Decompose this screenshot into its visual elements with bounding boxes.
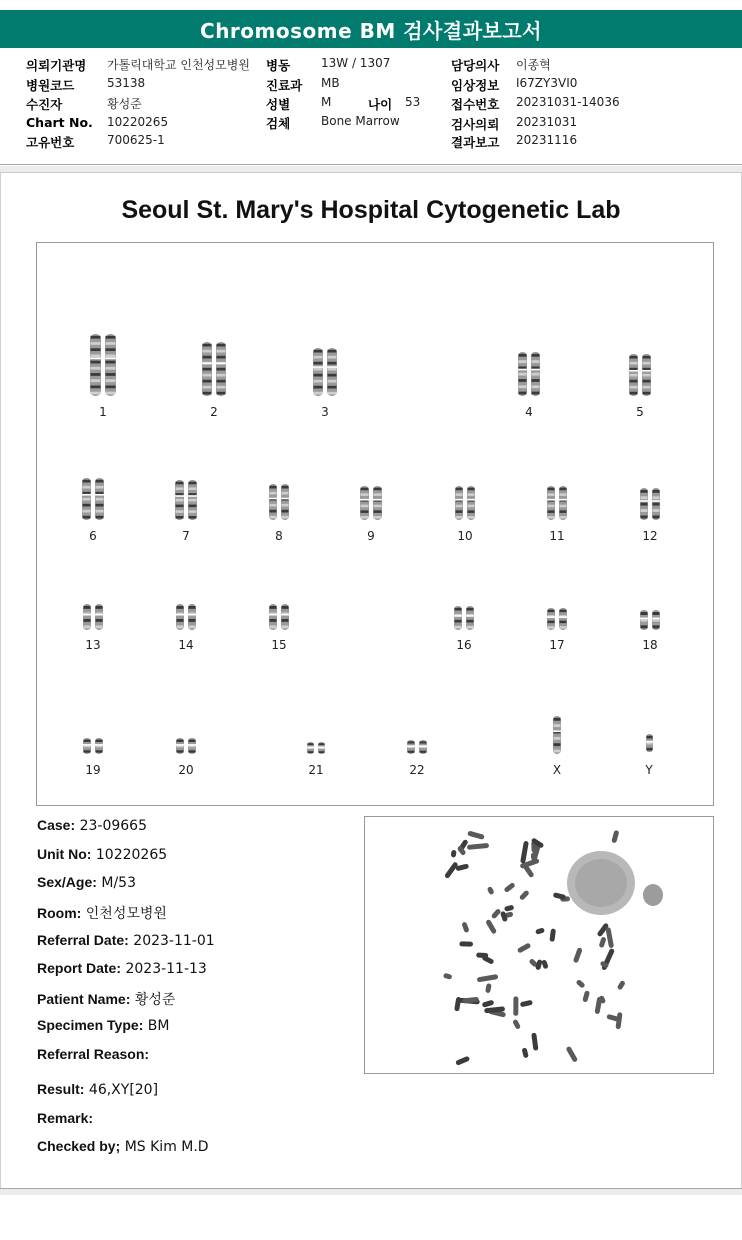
chromosome-label-6: 6	[89, 529, 97, 543]
chromosome-x	[551, 715, 563, 755]
specimen-row	[37, 1017, 169, 1034]
metaphase-chromosome	[485, 919, 497, 935]
room-row	[37, 903, 167, 923]
info-value: 13W / 1307	[321, 56, 391, 70]
chromosome-9	[358, 485, 384, 521]
metaphase-chromosome	[519, 890, 530, 901]
info-value: MB	[321, 76, 340, 90]
chromosome-label-2: 2	[210, 405, 218, 419]
metaphase-image	[364, 816, 714, 1074]
metaphase-chromosome	[512, 1019, 521, 1030]
chromosome-label-16: 16	[456, 638, 472, 652]
chromosome-label-5: 5	[636, 405, 644, 419]
sexage-value: M/53	[101, 875, 136, 891]
divider-band	[0, 1189, 742, 1195]
nucleus-fragment	[643, 884, 663, 906]
info-value: 20231031	[516, 115, 578, 129]
metaphase-chromosome	[617, 980, 626, 991]
report-date-label: Report Date:	[37, 960, 122, 976]
result-value: 46,XY[20]	[88, 1082, 159, 1098]
chromosome-label-14: 14	[178, 638, 194, 652]
info-label: 수진자	[26, 97, 63, 112]
metaphase-chromosome	[467, 843, 489, 850]
metaphase-chromosome	[601, 948, 615, 971]
metaphase-chromosome	[605, 927, 614, 948]
metaphase-chromosome	[444, 861, 459, 879]
chromosome-label-10: 10	[457, 529, 473, 543]
patient-info-panel	[0, 52, 742, 164]
result-label: Result:	[37, 1081, 85, 1097]
metaphase-chromosome	[531, 1033, 538, 1051]
metaphase-chromosome	[477, 974, 499, 982]
info-label: 나이	[368, 97, 393, 112]
patient-name-row	[37, 989, 175, 1009]
karyogram-panel	[36, 242, 714, 806]
metaphase-chromosome	[461, 921, 469, 933]
metaphase-chromosome	[504, 905, 514, 912]
chromosome-21	[305, 741, 327, 755]
sexage-label: Sex/Age:	[37, 874, 97, 890]
chromosome-11	[545, 485, 569, 521]
info-value: M	[321, 95, 332, 109]
checked-by-value: MS Kim M.D	[124, 1139, 209, 1155]
report-date-row	[37, 960, 207, 977]
chromosome-15	[267, 603, 291, 631]
chromosome-label-22: 22	[409, 763, 425, 777]
info-value: 700625-1	[107, 133, 165, 147]
chromosome-7	[173, 479, 199, 521]
info-label: 결과보고	[451, 135, 500, 150]
chromosome-18	[638, 609, 662, 631]
metaphase-chromosome	[598, 936, 606, 948]
chromosome-20	[174, 737, 198, 755]
case-row	[37, 817, 147, 834]
metaphase-chromosome	[517, 942, 532, 953]
metaphase-chromosome	[565, 1046, 578, 1063]
info-label: 임상정보	[451, 78, 500, 93]
info-label: 성별	[266, 97, 291, 112]
chromosome-label-18: 18	[642, 638, 658, 652]
metaphase-chromosome	[553, 892, 567, 900]
chromosome-label-4: 4	[525, 405, 533, 419]
chromosome-label-20: 20	[178, 763, 194, 777]
divider	[0, 164, 742, 165]
metaphase-chromosome	[451, 850, 457, 858]
referral-reason-label: Referral Reason:	[37, 1046, 150, 1062]
specimen-label: Specimen Type:	[37, 1017, 144, 1033]
checked-by-row	[37, 1138, 209, 1155]
metaphase-chromosome	[443, 973, 453, 980]
chromosome-17	[545, 607, 569, 631]
metaphase-chromosome	[520, 841, 529, 864]
info-value: 황성준	[107, 97, 142, 111]
metaphase-spread	[365, 817, 713, 1073]
metaphase-chromosome	[522, 1047, 529, 1058]
info-value: 20231116	[516, 133, 578, 147]
metaphase-chromosome	[541, 959, 549, 969]
info-value: Bone Marrow	[321, 114, 400, 128]
referral-date-value: 2023-11-01	[133, 933, 215, 949]
info-label: 병원코드	[26, 78, 75, 93]
sexage-row	[37, 874, 136, 891]
metaphase-chromosome	[459, 941, 473, 946]
remark-label: Remark:	[37, 1110, 94, 1126]
info-value: I67ZY3VI0	[516, 76, 578, 90]
chromosome-5	[627, 353, 653, 397]
metaphase-chromosome	[487, 886, 495, 895]
chromosome-label-3: 3	[321, 405, 329, 419]
metaphase-chromosome	[535, 927, 545, 935]
result-row	[37, 1081, 158, 1098]
chromosome-8	[267, 483, 291, 521]
unit-label: Unit No:	[37, 846, 92, 862]
info-value: 이종혁	[516, 58, 551, 72]
chromosome-10	[453, 485, 477, 521]
referral-date-label: Referral Date:	[37, 932, 129, 948]
info-label: Chart No.	[26, 115, 93, 130]
room-label: Room:	[37, 905, 82, 921]
chromosome-13	[81, 603, 105, 631]
metaphase-chromosome	[573, 947, 583, 963]
specimen-value: BM	[147, 1018, 170, 1034]
info-value: 가톨릭대학교 인천성모병원	[107, 58, 250, 72]
info-value: 53138	[107, 76, 146, 90]
metaphase-chromosome	[520, 1000, 533, 1008]
chromosome-label-19: 19	[85, 763, 101, 777]
info-label: 병동	[266, 58, 291, 73]
metaphase-chromosome	[611, 830, 619, 844]
chromosome-6	[80, 477, 106, 521]
metaphase-chromosome	[482, 1000, 495, 1008]
chromosome-19	[81, 737, 105, 755]
metaphase-chromosome	[549, 928, 556, 942]
info-label: 검체	[266, 116, 291, 131]
report-title: Chromosome BM 검사결과보고서	[0, 10, 742, 48]
divider	[0, 172, 742, 173]
metaphase-chromosome	[467, 831, 485, 840]
chromosome-4	[516, 351, 542, 397]
chromosome-12	[638, 487, 662, 521]
patient-name-value: 황성준	[134, 992, 176, 1008]
chromosome-label-15: 15	[271, 638, 287, 652]
patient-name-label: Patient Name:	[37, 991, 131, 1007]
unit-row	[37, 846, 167, 863]
chromosome-22	[405, 739, 429, 755]
chromosome-3	[311, 347, 339, 397]
info-label: 담당의사	[451, 58, 500, 73]
info-label: 고유번호	[26, 135, 75, 150]
metaphase-chromosome	[575, 979, 585, 989]
metaphase-chromosome	[491, 908, 502, 919]
chromosome-label-9: 9	[367, 529, 375, 543]
chromosome-1	[88, 333, 118, 397]
unit-value: 10220265	[95, 847, 168, 863]
chromosome-label-7: 7	[182, 529, 190, 543]
chromosome-label-13: 13	[85, 638, 101, 652]
info-label: 의뢰기관명	[26, 58, 87, 73]
chromosome-label-8: 8	[275, 529, 283, 543]
chromosome-label-17: 17	[549, 638, 565, 652]
referral-reason-row	[37, 1046, 149, 1063]
metaphase-chromosome	[485, 983, 492, 993]
page-border-left	[0, 173, 1, 1188]
info-label: 진료과	[266, 78, 303, 93]
chromosome-14	[174, 603, 198, 631]
lab-title: Seoul St. Mary's Hospital Cytogenetic Lab	[121, 196, 621, 224]
nucleus-core	[575, 859, 627, 907]
referral-date-row	[37, 932, 215, 949]
chromosome-2	[200, 341, 228, 397]
info-value: 20231031-14036	[516, 95, 620, 109]
metaphase-chromosome	[531, 853, 536, 860]
metaphase-chromosome	[476, 952, 488, 958]
chromosome-y	[644, 733, 655, 753]
info-label: 접수번호	[451, 97, 500, 112]
metaphase-chromosome	[455, 1056, 470, 1066]
room-value: 인천성모병원	[85, 906, 167, 922]
chromosome-label-y: Y	[645, 763, 653, 777]
chromosome-16	[452, 605, 476, 631]
chromosome-label-1: 1	[99, 405, 107, 419]
checked-by-label: Checked by;	[37, 1138, 121, 1154]
info-value: 53	[405, 95, 421, 109]
chromosome-label-12: 12	[642, 529, 658, 543]
metaphase-chromosome	[513, 996, 518, 1016]
chromosome-label-11: 11	[549, 529, 565, 543]
metaphase-chromosome	[615, 1012, 622, 1029]
case-label: Case:	[37, 817, 76, 833]
case-value: 23-09665	[79, 818, 147, 834]
metaphase-chromosome	[503, 882, 515, 893]
chromosome-label-21: 21	[308, 763, 324, 777]
info-label: 검사의뢰	[451, 117, 500, 132]
info-value: 10220265	[107, 115, 169, 129]
report-date-value: 2023-11-13	[125, 961, 207, 977]
metaphase-chromosome	[582, 990, 590, 1002]
remark-row	[37, 1110, 93, 1127]
chromosome-label-x: X	[552, 763, 562, 777]
